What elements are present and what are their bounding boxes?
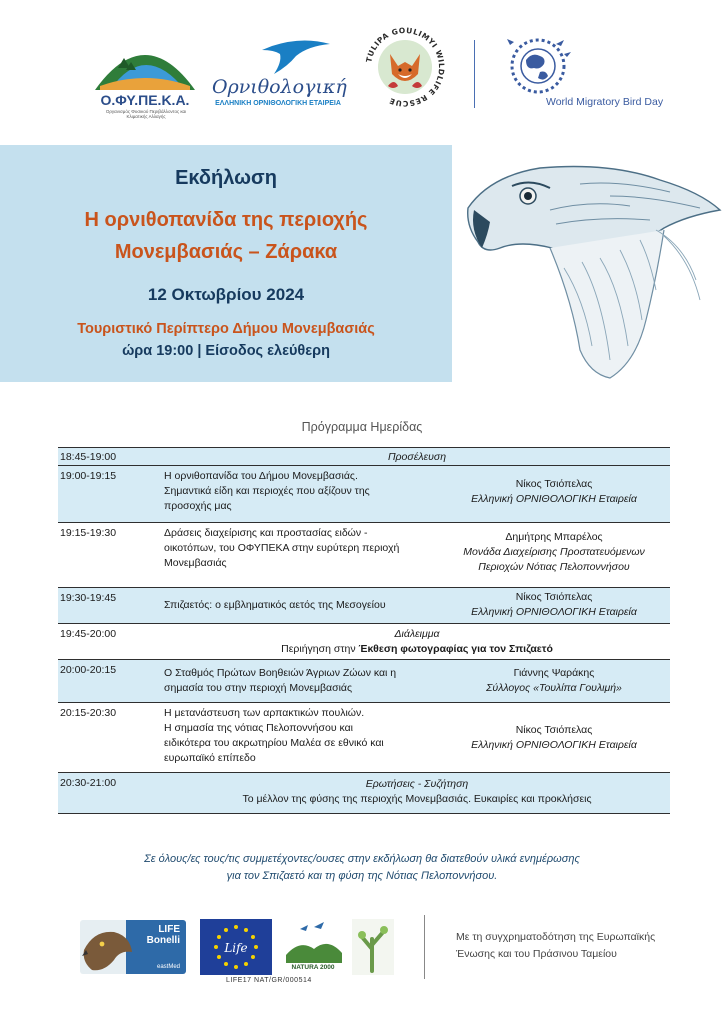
row-center-detail: Το μέλλον της φύσης της περιοχής Μονεμβασιάς. Ευκαιρίες και προκλήσεις [242,793,592,805]
ornithologiki-logo [212,36,347,116]
event-hero-panel [0,145,452,382]
note-line: Σε όλους/ες τους/τις συμμετέχοντες/ουσες στην εκδήλωση θα διατεθούν υλικά ενημέρωσης [144,853,580,865]
materials-note [0,851,724,885]
life-bonelli-logo [80,920,186,974]
speaker-org: Μονάδα Διαχείρισης Προστατευόμενων [463,546,645,558]
row-speaker [438,477,670,507]
speaker-name: Νίκος Τσιόπελας [515,478,593,490]
event-date: 12 Οκτωβρίου 2024 [147,285,305,304]
table-row [58,523,670,588]
speaker-name: Δημήτρης Μπαρέλος [505,531,603,543]
cofund-line: Με τη συγχρηματοδότηση της Ευρωπαϊκής [456,931,656,943]
program-title: Πρόγραμμα Ημερίδας [301,420,423,434]
tulipa-ring-text: TULIPA GOULIMYI WILDLIFE RESCUE [364,26,446,108]
row-speaker [438,666,670,696]
row-time: 19:00-19:15 [60,470,117,482]
table-row [58,588,670,624]
row-time: 20:30-21:00 [60,777,117,789]
natura-label: NATURA 2000 [291,964,335,971]
speaker-name: Νίκος Τσιόπελας [515,724,593,736]
speaker-name: Γιάννης Ψαράκης [513,667,595,679]
ofypeka-name: Ο.ΦΥ.ΠΕ.Κ.Α. [100,92,190,108]
row-center [164,777,670,807]
life-label: LIFE [158,924,180,935]
tree-icon [352,919,394,975]
row-speaker [438,530,670,575]
row-talk [164,469,434,514]
table-row [58,660,670,703]
row-time: 19:15-19:30 [60,527,117,539]
row-center-detail [164,642,670,657]
ofypeka-subtitle: Οργανισμός Φυσικού Περιβάλλοντος και Κλιματικής Αλλαγής [105,109,187,119]
event-venue: Τουριστικό Περίπτερο Δήμου Μονεμβασιάς [77,321,375,337]
table-row [58,447,670,466]
talk-line: προσοχής μας [164,500,232,512]
tulipa-goulimyi-logo [364,26,446,108]
natura-birds-icon [280,919,346,963]
table-row [58,624,670,660]
footer-divider [424,915,425,979]
event-title-line1: Η ορνιθοπανίδα της περιοχής [84,209,368,231]
cofund-line: Ένωσης και του Πράσινου Ταμείου [456,948,617,960]
talk-line: οικοτόπων, του ΟΦΥΠΕΚΑ στην ευρύτερη περιοχή [164,542,400,554]
world-migratory-bird-day-logo [494,30,694,120]
schedule-table [58,447,670,814]
talk-line: Δράσεις διαχείρισης και προστασίας ειδών - [164,527,368,539]
green-fund-logo [352,919,394,975]
speaker-org: Ελληνική ΟΡΝΙΘΟΛΟΓΙΚΗ Εταιρεία [471,739,637,751]
table-row [58,773,670,814]
globe-birds-icon [494,30,584,100]
eu-life-text: Life [224,941,248,955]
bonelli-label: Bonelli [146,935,180,946]
eu-life-logo [200,919,272,975]
wmbd-name: World Migratory Bird Day [546,96,664,108]
note-line: για τον Σπιζαετό και τη φύση της Νότιας Πελοποννήσου. [226,870,498,882]
row-time: 20:15-20:30 [60,707,117,719]
talk-line: Σημαντικά είδη και περιοχές που αξίζουν της [164,485,370,497]
speaker-name: Νίκος Τσιόπελας [515,591,593,603]
talk-line: Η ορνιθοπανίδα του Δήμου Μονεμβασιάς. [164,470,358,482]
speaker-org: Περιοχών Νότιας Πελοποννήσου [478,561,630,573]
speaker-org: Ελληνική ΟΡΝΙΘΟΛΟΓΙΚΗ Εταιρεία [471,606,637,618]
life-project-code: LIFE17 NAT/GR/000514 [226,977,312,984]
row-speaker [438,723,670,753]
life-bonelli-label [147,924,180,946]
event-time: ώρα 19:00 | Είσοδος ελεύθερη [122,343,330,359]
talk-line: Ο Σταθμός Πρώτων Βοηθειών Άγριων Ζώων και η [164,667,397,679]
row-talk [164,598,434,613]
logo-divider [474,40,475,108]
row-center [164,627,670,657]
talk-line: Σπιζαετός: ο εμβληματικός αετός της Μεσογείου [164,599,386,611]
detail-bold: Έκθεση φωτογραφίας για τον Σπιζαετό [358,643,553,655]
ofypeka-emblem-icon [90,30,200,92]
fox-badge-icon [364,26,446,108]
row-time: 19:30-19:45 [60,592,117,604]
ofypeka-logo [90,30,200,122]
eu-stars-icon [200,919,272,975]
bird-swoosh-icon [212,36,344,80]
talk-line: ειδικότερα του ακρωτηρίου Μαλέα σε εθνικό και [164,737,384,749]
cofunding-note [456,929,696,963]
natura-2000-logo [280,919,346,975]
talk-line: Μονεμβασιάς [164,557,227,569]
eastmed-label: eastMed [156,964,180,970]
talk-line: σημασία του στην περιοχή Μονεμβασιάς [164,682,353,694]
detail-prefix: Περιήγηση στην [281,643,359,655]
table-row [58,703,670,773]
ornithologiki-subtitle: ΕΛΛΗΝΙΚΗ ΟΡΝΙΘΟΛΟΓΙΚΗ ΕΤΑΙΡΕΙΑ [215,100,341,107]
row-time: 18:45-19:00 [60,451,117,463]
row-talk [164,666,434,696]
talk-line: ευρωπαϊκό επίπεδο [164,752,256,764]
row-center-label: Προσέλευση [387,451,447,463]
bonelli-eagle-illustration [460,150,724,380]
row-center-label: Διάλειμμα [394,628,440,640]
row-speaker [438,590,670,620]
talk-line: Η σημασία της νότιας Πελοποννήσου και [164,722,353,734]
row-time: 20:00-20:15 [60,664,117,676]
row-talk [164,706,434,766]
ornithologiki-name: Ορνιθολογική [212,76,347,98]
row-center-label: Ερωτήσεις - Συζήτηση [365,778,469,790]
partner-logos [90,22,690,122]
talk-line: Η μετανάστευση των αρπακτικών πουλιών. [164,707,365,719]
table-row [58,466,670,523]
event-label: Εκδήλωση [175,167,277,189]
event-title-line2: Μονεμβασιάς – Ζάρακα [114,241,338,263]
speaker-org: Ελληνική ΟΡΝΙΘΟΛΟΓΙΚΗ Εταιρεία [471,493,637,505]
row-talk [164,526,434,571]
funding-logos [80,915,680,995]
speaker-org: Σύλλογος «Τουλίπα Γουλιμή» [486,682,622,694]
row-time: 19:45-20:00 [60,628,117,640]
